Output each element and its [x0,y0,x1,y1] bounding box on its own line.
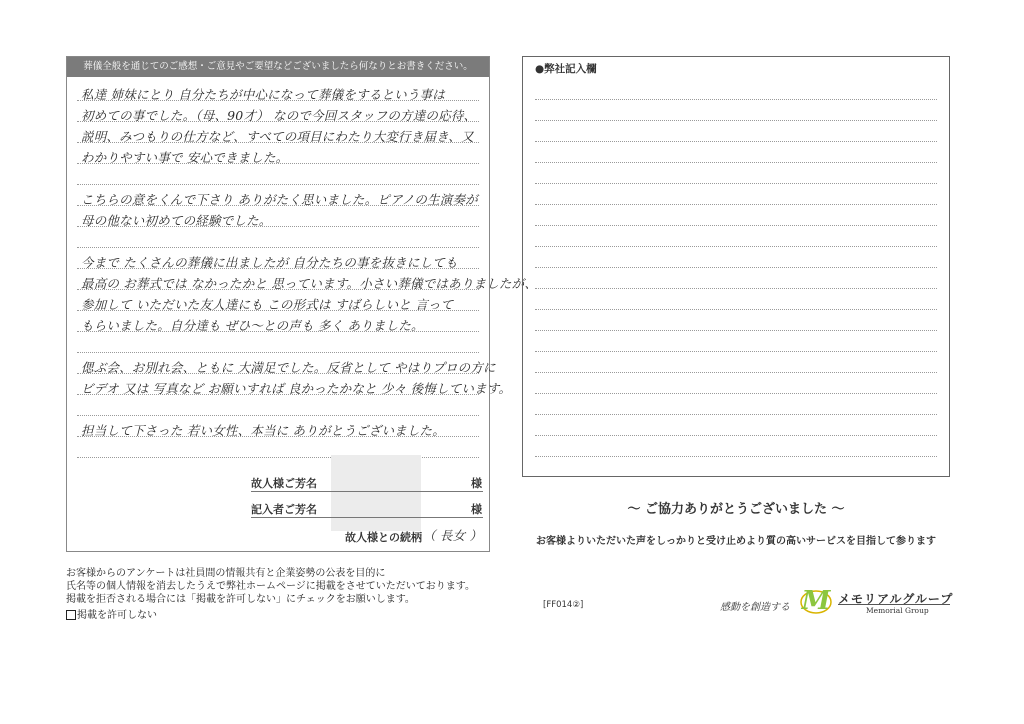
notice-line: 掲載を拒否される場合には「掲載を許可しない」にチェックをお願いします。 [66,594,415,605]
redacted-name-block [331,455,421,531]
rule-line [77,415,479,416]
handwritten-line: 母の他ない初めての経験でした。 [81,213,272,228]
rule-line [535,204,937,205]
handwritten-line: 参加して いただいた友人達にも この形式は すばらしいと 言って [81,297,454,312]
handwritten-line: もらいました。自分達も ぜひ～との声も 多く ありました。 [81,318,424,333]
deceased-sama: 様 [471,477,482,490]
form-code: [FF014②] [543,600,584,610]
handwritten-line: 偲ぶ会、お別れ会、ともに 大満足でした。反省として やはりプロの方に [81,360,496,375]
rule-line [535,267,937,268]
no-publish-checkbox[interactable] [66,610,76,620]
handwritten-line: 今まで たくさんの葬儀に出ましたが 自分たちの事を抜きにしても [81,255,458,270]
writer-name-line [251,517,483,518]
relation-value: （ 長女 ） [423,528,483,543]
memorial-logo-icon [798,582,834,618]
thanks-subtext: お客様よりいただいた声をしっかりと受け止めより質の高いサービスを目指して参ります [536,536,936,547]
rule-line [535,162,937,163]
thanks-heading: ～ ご協力ありがとうございました ～ [627,502,845,517]
notice-line: お客様からのアンケートは社員間の情報共有と企業姿勢の公表を目的に [66,568,386,579]
handwritten-line: 私達 姉妹にとり 自分たちが中心になって葬儀をするという事は [81,87,445,102]
logo-english-name: Memorial Group [866,606,929,615]
rule-line [535,120,937,121]
survey-panel [66,56,538,552]
rule-line [77,184,479,185]
rule-line [535,435,937,436]
svg-text:M: M [801,586,831,616]
logo-japanese-name: メモリアルグループ [838,592,954,606]
deceased-name-line [251,491,483,492]
rule-line [535,456,937,457]
survey-header: 葬儀全般を通じてのご感想・ご意見やご要望などございましたら何なりとお書きください。 [67,57,489,77]
handwritten-line: 初めての事でした。（母、90才） なので今回スタッフの方達の応待、 [81,108,477,123]
rule-line [535,414,937,415]
company-panel-title: ●弊社記入欄 [535,63,597,75]
rule-line [535,330,937,331]
rule-line [535,351,937,352]
writer-sama: 様 [471,503,482,516]
handwritten-line: 最高の お葬式では なかったかと 思っています。小さい葬儀ではありましたが、 [81,276,538,291]
rule-line [535,372,937,373]
deceased-name-label: 故人様ご芳名 [251,477,317,490]
rule-line [535,183,937,184]
handwritten-line: わかりやすい事で 安心できました。 [81,150,289,165]
notice-line: 氏名等の個人情報を消去したうえで弊社ホームページに掲載をさせていただいております。 [66,581,475,592]
handwritten-line: 担当して下さった 若い女性、本当に ありがとうございました。 [81,423,445,438]
handwritten-line: ビデオ 又は 写真など お願いすれば 良かったかなと 少々 後悔しています。 [81,381,512,396]
tagline: 感動を創造する [720,602,790,613]
handwritten-line: こちらの意をくんで下さり ありがたく思いました。ピアノの生演奏が [81,192,478,207]
company-panel [522,56,950,477]
relation-label: 故人様との続柄 [345,531,422,544]
rule-line [535,393,937,394]
rule-line [77,247,479,248]
writer-name-label: 記入者ご芳名 [251,503,317,516]
rule-line [535,309,937,310]
rule-line [535,99,937,100]
logo-divider [838,604,950,605]
rule-line [77,352,479,353]
rule-line [535,246,937,247]
rule-line [535,225,937,226]
rule-line [535,141,937,142]
handwritten-line: 説明、みつもりの仕方など、すべての項目にわたり大変行き届き、又 [81,129,474,144]
no-publish-label: 掲載を許可しない [77,610,157,621]
rule-line [535,288,937,289]
